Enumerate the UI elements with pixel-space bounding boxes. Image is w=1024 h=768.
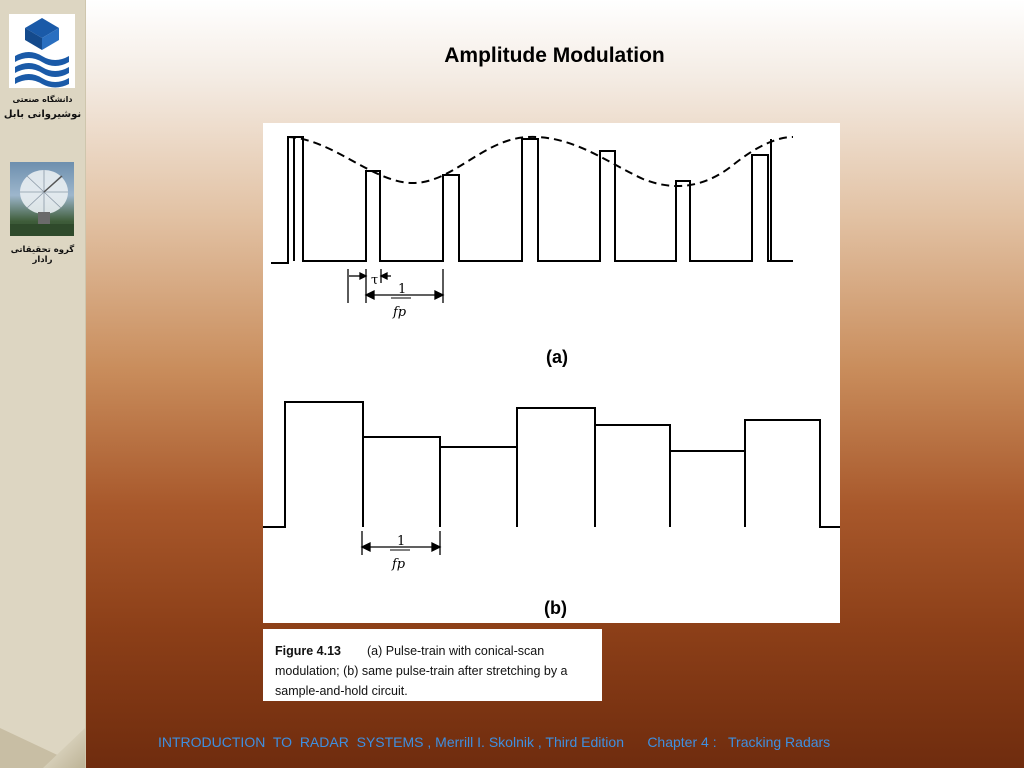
panel-b-stretched-train (263, 402, 840, 527)
figure-caption-text: (a) Pulse-train with conical-scan modulation; (b) same pulse-train after stretching by a sample-and-hold circuit. (275, 644, 568, 698)
figure-caption (263, 629, 602, 701)
panel-a-pulse-train (271, 137, 793, 263)
slide-footer: INTRODUCTION TO RADAR SYSTEMS , Merrill I. Skolnik , Third Edition Chapter 4 : Tracking Radars (158, 734, 831, 750)
slide-title: Amplitude Modulation (444, 44, 665, 67)
panel-a-label: (a) (546, 347, 568, 367)
sidebar (0, 0, 86, 768)
figure-caption-label: Figure 4.13 (275, 644, 341, 658)
university-logo-icon (9, 14, 75, 88)
university-name-line2: نوشیروانی بابل (3, 109, 82, 120)
period-denominator-b: fp (392, 557, 406, 572)
panel-a-envelope (288, 137, 793, 186)
tau-label: τ (371, 273, 379, 288)
period-denominator-a: fp (393, 305, 407, 320)
university-name-line1: دانشگاه صنعتی (12, 95, 73, 104)
period-numerator-a: 1 (398, 282, 407, 297)
research-group-name: گروه تحقیقاتی رادار (10, 245, 75, 265)
radar-dish-photo-icon (10, 162, 74, 236)
period-numerator-b: 1 (397, 534, 406, 549)
figure-4-13 (263, 123, 840, 623)
panel-b-label: (b) (544, 598, 567, 618)
